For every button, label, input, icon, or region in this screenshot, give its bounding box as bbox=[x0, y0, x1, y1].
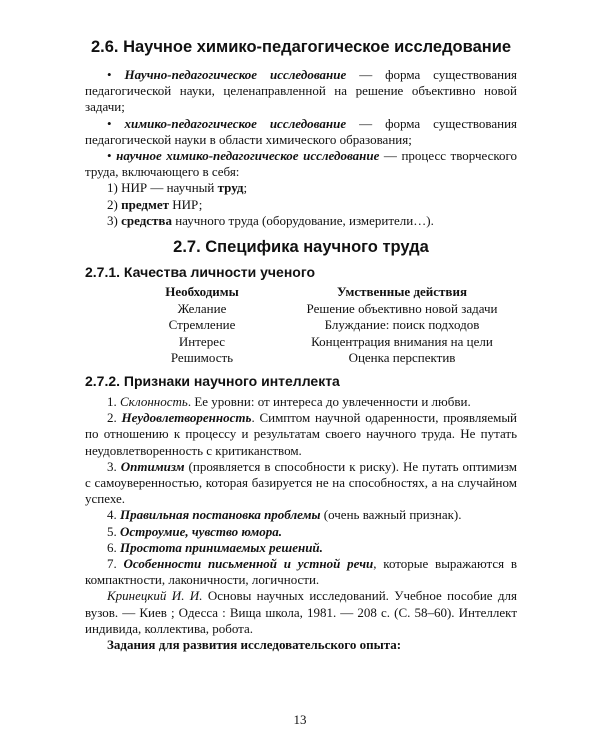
bold-text: труд bbox=[217, 180, 244, 196]
text: ; bbox=[243, 180, 248, 196]
table-cell: Концентрация внимания на цели bbox=[311, 333, 493, 349]
page-number: 13 bbox=[293, 712, 307, 727]
reference-text: Основы научных исследований. Учебное пособие для вузов. — Киев ; Одесса : Вища школа, 1981. — 208 с. (С. 58–60). Интеллект индивида, коллектива, робота. bbox=[85, 588, 517, 636]
table-row bbox=[107, 301, 507, 318]
text: 1) НИР — научный bbox=[107, 180, 218, 196]
bold-text: предмет bbox=[121, 196, 169, 212]
reference bbox=[85, 588, 517, 637]
table-cell: Решение объективно новой задачи bbox=[306, 300, 498, 316]
table-row bbox=[107, 334, 507, 351]
text: 3) bbox=[107, 212, 122, 228]
text: . Ее уровни: от интереса до увлеченности и любви. bbox=[187, 394, 471, 409]
term: Неудовлетворенность bbox=[121, 410, 252, 426]
term: Правильная постановка проблемы bbox=[120, 507, 321, 523]
column-header: Умственные действия bbox=[337, 284, 467, 300]
bold-text: средства bbox=[121, 212, 172, 228]
trait-6 bbox=[85, 540, 517, 556]
tasks-heading: Задания для развития исследовательского опыта: bbox=[107, 637, 402, 653]
section-2-6-title: 2.6. Научное химико-педагогическое исследование bbox=[90, 38, 512, 56]
definition-item-3 bbox=[85, 148, 517, 180]
term: Оптимизм bbox=[120, 458, 185, 474]
table-cell: Желание bbox=[177, 300, 227, 316]
numbered-sublist bbox=[107, 180, 517, 229]
trait-3 bbox=[85, 459, 517, 508]
table-cell: Интерес bbox=[178, 333, 226, 349]
definition-item-2 bbox=[85, 116, 517, 148]
term: Научно-педагогическое исследование bbox=[124, 67, 347, 82]
number: 3. bbox=[107, 458, 121, 474]
section-2-7-1-title: 2.7.1. Качества личности ученого bbox=[85, 264, 316, 281]
number: 1. bbox=[107, 394, 120, 409]
term: химико-педагогическое исследование bbox=[124, 115, 347, 131]
table-cell: Стремление bbox=[168, 317, 236, 333]
list-item bbox=[107, 180, 517, 196]
text: НИР; bbox=[169, 196, 203, 212]
bullet: • bbox=[107, 115, 112, 131]
page-content bbox=[85, 38, 517, 653]
section-2-7-title: 2.7. Специфика научного труда bbox=[173, 238, 429, 257]
trait-1 bbox=[85, 394, 517, 410]
text: . Симптом научной одаренности, проявляемый по отношению к процессу и результатам своего научного труда. Не путать неудовлетворенность с критиканством. bbox=[85, 410, 518, 458]
bullet: • bbox=[107, 67, 112, 82]
table-row bbox=[107, 350, 507, 367]
table-header-row bbox=[107, 284, 507, 301]
number: 4. bbox=[107, 507, 120, 523]
section-2-7-2-title: 2.7.2. Признаки научного интеллекта bbox=[85, 373, 340, 389]
trait-7 bbox=[85, 556, 517, 588]
number: 5. bbox=[107, 523, 120, 539]
column-header: Необходимы bbox=[165, 284, 239, 300]
text: (очень важный признак). bbox=[320, 507, 462, 523]
table-cell: Блуждание: поиск подходов bbox=[324, 317, 480, 333]
trait-5 bbox=[85, 524, 517, 540]
bullet: • bbox=[107, 148, 112, 164]
table-cell: Решимость bbox=[170, 350, 234, 366]
text: научного труда (оборудование, измерители…). bbox=[171, 212, 434, 228]
definition-text: — форма существования педагогической науки, целенаправленной на решение объективно новой задачи; bbox=[85, 67, 518, 115]
term: Особенности письменной и устной речи bbox=[123, 556, 374, 572]
qualities-table bbox=[107, 284, 507, 367]
number: 6. bbox=[107, 539, 120, 555]
definition-text: — процесс творческого труда, включающего в себя: bbox=[85, 148, 518, 180]
table-row bbox=[107, 317, 507, 334]
list-item bbox=[107, 197, 517, 213]
text: (проявляется в способности к риску). Не путать оптимизм с самоуверенностью, которая базируется не на способностях, а на случайном успехе. bbox=[85, 458, 517, 507]
list-item bbox=[107, 213, 517, 229]
definition-text: — форма существования педагогической науки в области химического образования; bbox=[85, 115, 518, 147]
text: , которые выражаются в компактности, лаконичности, логичности. bbox=[85, 556, 517, 588]
reference-author: Кринецкий И. И. bbox=[107, 588, 203, 604]
term: Склонность bbox=[120, 394, 188, 409]
term: Остроумие, чувство юмора. bbox=[120, 523, 283, 539]
text: 2) bbox=[107, 196, 122, 212]
number: 7. bbox=[107, 556, 124, 572]
term: научное химико-педагогическое исследование bbox=[116, 148, 380, 164]
table-cell: Оценка перспектив bbox=[348, 350, 456, 366]
number: 2. bbox=[107, 410, 122, 426]
term: Простота принимаемых решений. bbox=[120, 539, 323, 555]
definition-item-1 bbox=[85, 67, 517, 116]
trait-4 bbox=[85, 507, 517, 523]
trait-2 bbox=[85, 410, 517, 459]
